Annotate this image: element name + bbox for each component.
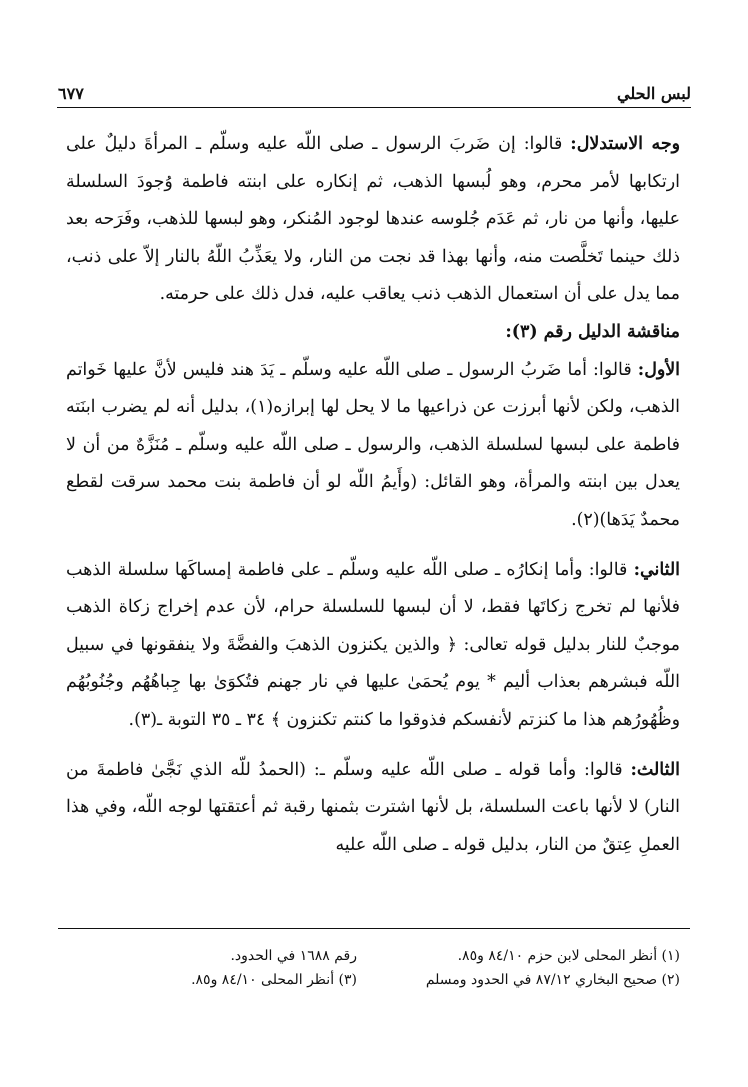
paragraph-text: قالوا: أما ضَربُ الرسول ـ صلى اللّه عليه وسلّم ـ يَدَ هند فليس لأنَّ عليها خَواتم الذهب، ولكن لأنها أبرزت عن ذراعيها ما لا يحل لها إبرازه(١)، بدليل أنه لم يضرب ابنَته فاطمة على لبسها لسلسلة الذهب، والرسول ـ صلى اللّه عليه وسلّم ـ مُنَزَّهٌ من أن لا يعدل بين ابنته والمرأة، وهو القائل: (وأَيمُ اللّه لو أن فاطمة بنت محمد سرقت لقطع محمدٌ يَدَها)(٢). — [66, 359, 680, 530]
footnotes — [74, 944, 680, 992]
footnote-2: (٢) صحيح البخاري ٨٧/١٢ في الحدود ومسلم — [425, 972, 680, 988]
main-text — [66, 126, 680, 864]
paragraph-lead: الثالث: — [630, 759, 680, 780]
paragraph-third — [66, 752, 680, 865]
header-rule — [57, 107, 691, 108]
running-title: لبس الحلي — [617, 83, 691, 103]
paragraph-text: قالوا: وأما إنكارُه ـ صلى اللّه عليه وسلّم ـ على فاطمة إمساكَها سلسلة الذهب فلأنها لم تخرج زكاتَها فقط، لا أن لبسها للسلسلة حرام، لأن عدم إخراج زكاة الذهب موجبٌ للنار بدليل قوله تعالى: ﴿ والذين يكنزون الذهبَ والفضَّةَ ولا ينفقونها في سبيل اللّه فبشرهم بعذاب أليم * يوم يُحمَىٰ عليها في نار جهنم فتُكوَىٰ بها جِباهُهُم وجُنُوبُهُم وظُهُورُهم هذا ما كنزتم لأنفسكم فذوقوا ما كنتم تكنزون ﴾ ٣٤ ـ ٣٥ التوبة ـ(٣). — [66, 559, 680, 730]
footnote-2-continuation: رقم ١٦٨٨ في الحدود. — [230, 948, 357, 964]
footnote-rule — [58, 928, 690, 929]
section-heading-text: مناقشة الدليل رقم (٣): — [505, 321, 680, 342]
footnote-3: (٣) أنظر المحلى ٨٤/١٠ و٨٥. — [191, 972, 357, 988]
paragraph-lead: الثاني: — [633, 559, 680, 580]
page-number: ٦٧٧ — [58, 83, 84, 103]
page-header — [58, 80, 691, 106]
footnote-1: (١) أنظر المحلى لابن حزم ٨٤/١٠ و٨٥. — [457, 948, 680, 964]
paragraph-lead: الأول: — [637, 359, 680, 380]
paragraph-second — [66, 552, 680, 740]
paragraph-lead: وجه الاستدلال: — [570, 134, 680, 154]
paragraph-text: قالوا: وأما قوله ـ صلى اللّه عليه وسلّم ـ: (الحمدُ للّه الذي نَجَّىٰ فاطمةَ من النار) لا لأنها باعت السلسلة، بل لأنها اشترت بثمنها رقبة ثم أعتقتها لوجه اللّه، وفي هذا العملِ عِتقٌ من النار، بدليل قوله ـ صلى اللّه عليه — [66, 759, 680, 855]
paragraph-evidence — [66, 126, 680, 314]
paragraph-first — [66, 352, 680, 540]
section-heading — [66, 314, 680, 352]
paragraph-text: قالوا: إن ضَربَ الرسول ـ صلى اللّه عليه وسلّم ـ المرأةَ دليلٌ على ارتكابها لأمر محرم، وهو لُبسها الذهب، ثم إنكاره على ابنته فاطمة وُجودَ السلسلة عليها، وأنها من نار، ثم عَدَم جُلوسه عندها لوجود المُنكر، وهو لبسها للذهب، وفَرَحه بعد ذلك حينما تَخلَّصت منه، وأنها بهذا قد نجت من النار، ولا يعَذِّبُ اللّهُ بالنار إلاّ على ذنب، مما يدل على أن استعمال الذهب ذنب يعاقب عليه، فدل ذلك على حرمته. — [66, 134, 680, 305]
